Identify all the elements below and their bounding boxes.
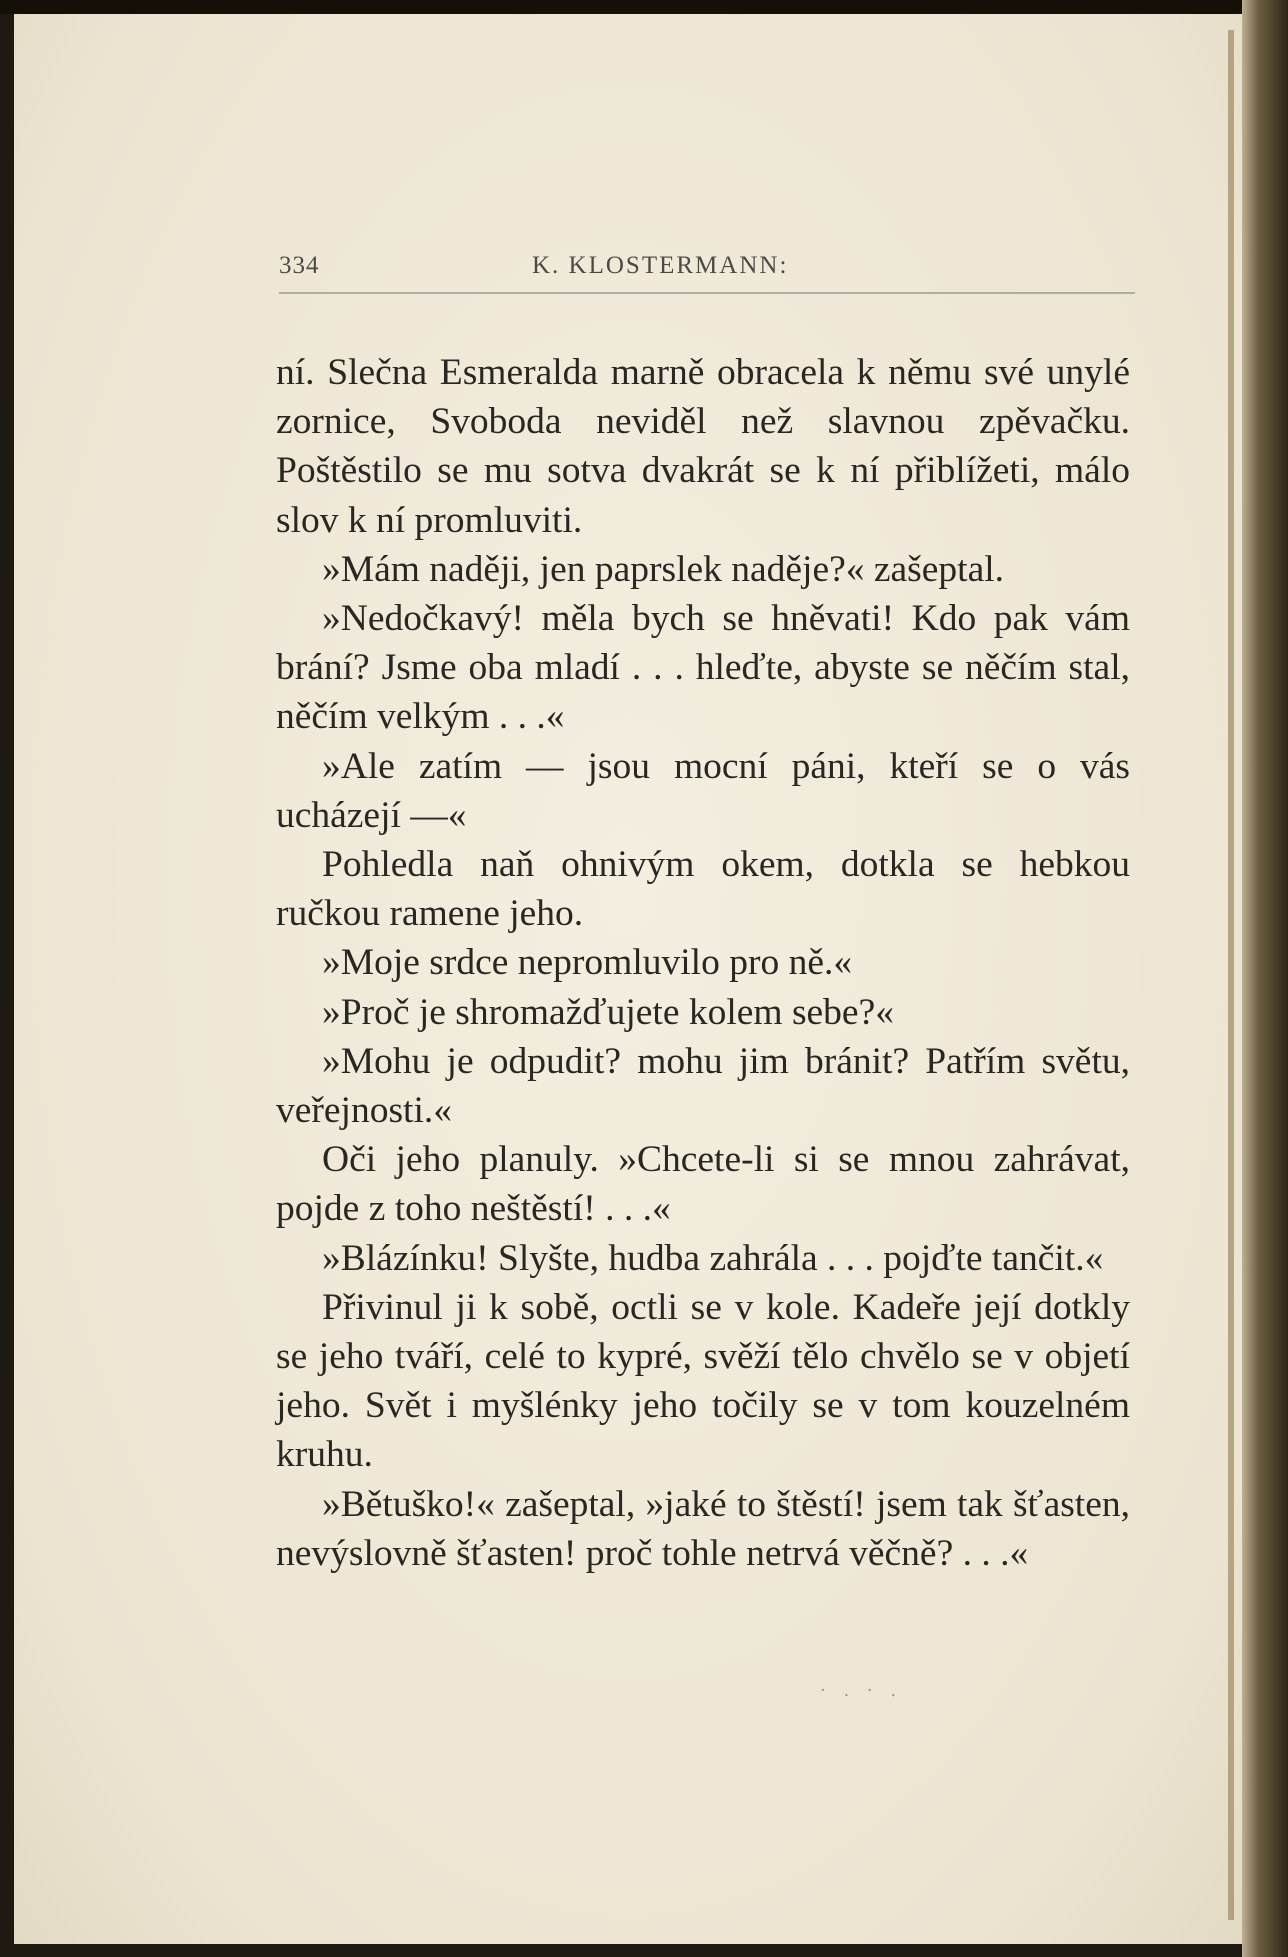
running-head (279, 252, 1135, 298)
paragraph: »Mám naději, jen paprslek naděje?« zašeptal. (322, 548, 1005, 590)
scan-top-edge (0, 0, 1288, 14)
paragraph: »Moje srdce nepromluvilo pro ně.« (322, 942, 853, 984)
paragraph: »Mohu je odpudit? mohu jim bránit? Patřím světu, veřejnosti.« (276, 1040, 1130, 1132)
page-fold-line (1228, 30, 1234, 1920)
paragraph: Přivinul ji k sobě, octli se v kole. Kadeře její dotkly se jeho tváří, celé to kypré, svěží tělo chvělo se v objetí jeho. Svět i myšlénky jeho točily se v tom kouzelném kruhu. (276, 1286, 1130, 1476)
paragraph: »Bětuško!« zašeptal, »jaké to štěstí! jsem tak šťasten, nevýslovně šťasten! proč tohle netrvá věčně? . . .« (276, 1483, 1130, 1574)
book-spine (1242, 0, 1288, 1957)
paragraph: »Nedočkavý! měla bych se hněvati! Kdo pak vám brání? Jsme oba mladí . . . hleďte, abyste se něčím stal, něčím velkým . . .« (276, 598, 1130, 738)
paragraph: Oči jeho planuly. »Chcete-li si se mnou zahrávat, pojde z toho neštěstí! . . .« (276, 1139, 1130, 1230)
running-head-author: K. KLOSTERMANN: (532, 252, 789, 279)
paper-specks-decoration: · . · . (820, 1680, 903, 1701)
page-number: 334 (279, 252, 320, 279)
body-text (276, 348, 1130, 1578)
header-rule (279, 292, 1135, 294)
paragraph: »Proč je shromažďujete kolem sebe?« (322, 991, 894, 1033)
paragraph: »Blázínku! Slyšte, hudba zahrála . . . pojďte tančit.« (322, 1237, 1104, 1279)
paragraph: ní. Slečna Esmeralda marně obracela k němu své unylé zornice, Svoboda neviděl než slavnou zpěvačku. Poštěstilo se mu sotva dvakrát se k ní přiblížeti, málo slov k ní promluviti. (276, 352, 1130, 541)
paragraph: »Ale zatím — jsou mocní páni, kteří se o vás ucházejí —« (276, 745, 1130, 836)
paragraph: Pohledla naň ohnivým okem, dotkla se hebkou ručkou ramene jeho. (276, 844, 1130, 935)
